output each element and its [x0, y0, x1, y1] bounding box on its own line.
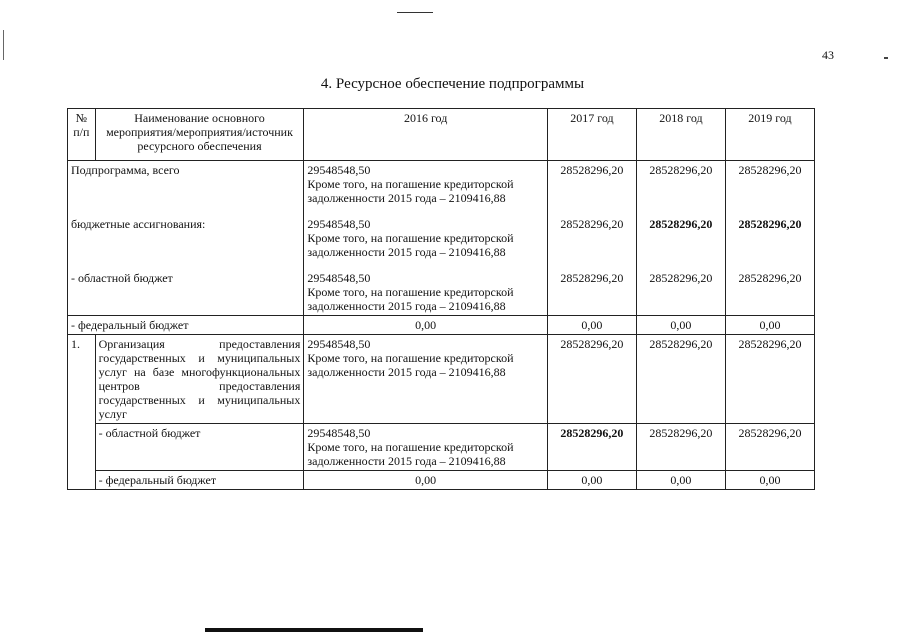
federal-2017: 0,00 — [547, 316, 636, 335]
table-row-federal — [68, 316, 815, 335]
header-2019: 2019 год — [725, 109, 814, 161]
header-2016: 2016 год — [304, 109, 548, 161]
item-federal-2016: 0,00 — [304, 471, 548, 490]
item-federal-2018: 0,00 — [636, 471, 725, 490]
item-regional-2017: 28528296,20 — [547, 424, 636, 471]
table-row-item-regional — [68, 424, 815, 471]
subprogram-2016-cell: 29548548,50 Кроме того, на погашение кредиторской задолженности 2015 года – 2109416,88 29548548,50 Кроме того, на погашение кредиторской задолженности 2015 года – 2109416,88 29548548,50 Кроме того, на погашение кредиторской задолженности 2015 года – 2109416,88 — [304, 161, 548, 316]
resource-table — [67, 108, 815, 490]
item-federal-label: - федеральный бюджет — [95, 471, 304, 490]
item-regional-2016-cell: 29548548,50 Кроме того, на погашение кредиторской задолженности 2015 года – 2109416,88 — [304, 424, 548, 471]
bottom-scan-bar — [205, 628, 423, 632]
left-margin-mark — [3, 30, 4, 60]
item-2016-cell: 29548548,50 Кроме того, на погашение кредиторской задолженности 2015 года – 2109416,88 — [304, 335, 548, 424]
budget-allocations-label: бюджетные ассигнования: — [71, 217, 206, 231]
item-number: 1. — [68, 335, 96, 490]
top-rule — [397, 12, 433, 13]
table-header-row — [68, 109, 815, 161]
subprogram-2019-cell: 28528296,20 28528296,20 28528296,20 — [725, 161, 814, 316]
item-2018: 28528296,20 — [636, 335, 725, 424]
subprogram-total-label: Подпрограмма, всего — [71, 163, 180, 177]
subprogram-2018-cell: 28528296,20 28528296,20 28528296,20 — [636, 161, 725, 316]
item-regional-2019: 28528296,20 — [725, 424, 814, 471]
federal-2016: 0,00 — [304, 316, 548, 335]
header-2018: 2018 год — [636, 109, 725, 161]
item-2019: 28528296,20 — [725, 335, 814, 424]
header-number: № п/п — [68, 109, 96, 161]
scan-mark — [884, 57, 888, 59]
item-federal-2019: 0,00 — [725, 471, 814, 490]
federal-2018: 0,00 — [636, 316, 725, 335]
subprogram-labels-cell — [68, 161, 304, 316]
item-regional-2018: 28528296,20 — [636, 424, 725, 471]
item-federal-2017: 0,00 — [547, 471, 636, 490]
federal-budget-label: - федеральный бюджет — [68, 316, 304, 335]
regional-budget-label: - областной бюджет — [71, 271, 173, 285]
subprogram-2017-cell: 28528296,20 28528296,20 28528296,20 — [547, 161, 636, 316]
table-row-item-1 — [68, 335, 815, 424]
federal-2019: 0,00 — [725, 316, 814, 335]
item-name: Организация предоставления государственных и муниципальных услуг на базе многофункциональных центров предоставления государственных и муниципальных услуг — [95, 335, 304, 424]
table-row-item-federal — [68, 471, 815, 490]
table-row-subprogram — [68, 161, 815, 316]
item-regional-label: - областной бюджет — [95, 424, 304, 471]
item-2017: 28528296,20 — [547, 335, 636, 424]
header-name: Наименование основного мероприятия/мероприятия/источник ресурсного обеспечения — [95, 109, 304, 161]
header-2017: 2017 год — [547, 109, 636, 161]
page-title: 4. Ресурсное обеспечение подпрограммы — [320, 76, 585, 92]
page-number: 43 — [822, 48, 834, 62]
